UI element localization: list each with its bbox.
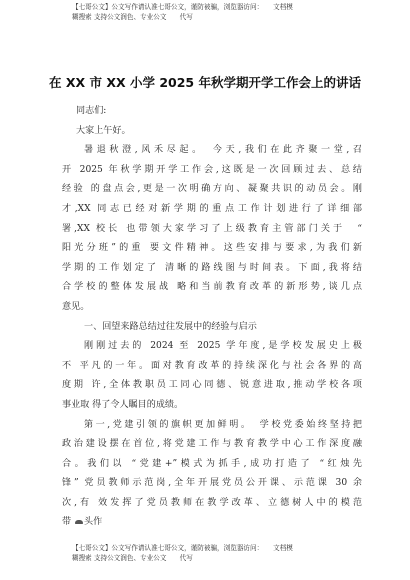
paragraph-line: 才,XX 同志已经对新学期的重点工作计划进行了详细部 bbox=[62, 203, 362, 214]
salutation: 同志们: bbox=[76, 106, 107, 116]
document-title: 在 XX 市 XX 小学 2025 年秋学期开学工作会上的讲话 bbox=[49, 75, 361, 90]
paragraph-line: 合。我们以 “党建+”模式为抓手,成功打造了 “红烛先 bbox=[62, 458, 362, 469]
paragraph-line bbox=[62, 513, 362, 533]
cloud-icon bbox=[75, 520, 83, 524]
footer-line-1: 【七哥公文】公文写作请认准七哥公文，谨防被骗，浏览器访问： 文档模 bbox=[72, 544, 293, 552]
page-footer bbox=[72, 543, 372, 563]
document-body bbox=[62, 102, 362, 533]
paragraph-line: 第一,党建引领的旗帜更加鲜明。 学校党委始终坚持把 bbox=[84, 419, 362, 430]
paragraph-line: 锋” 党员教师示范岗,全年开展党员公开课、示范课 30 余 bbox=[62, 478, 362, 489]
greeting: 大家上午好。 bbox=[76, 125, 131, 136]
paragraph-line: 学期的工作划定了 清晰的路线图与时间表。下面,我将结 bbox=[62, 262, 362, 273]
paragraph-line: 经验 的盘点会,更是一次明确方向、凝聚共识的动员会。刚 bbox=[62, 184, 362, 195]
header-line-2: 糊搜索 支持公文润色、专业公文 代写 bbox=[72, 13, 193, 21]
paragraph-line: 意见。 bbox=[62, 301, 90, 312]
paragraph-line: 度期 许,全体教职员工同心同德、锐意进取,推动学校各项 bbox=[62, 380, 362, 391]
paragraph-fragment: 头作 bbox=[84, 517, 103, 528]
header-line-1: 【七哥公文】公文写作请认准七哥公文，谨防被骗，浏览器访问： 文档模 bbox=[72, 3, 293, 11]
paragraph-line: 开 2025 年秋学期开学工作会,这既是一次回顾过去、总结 bbox=[62, 164, 362, 175]
page-header bbox=[72, 2, 372, 22]
paragraph-line: 事业取 得了令人瞩目的成绩。 bbox=[62, 399, 184, 410]
paragraph-line: 合学校的整体发展战 略和当前教育改革的新形势,谈几点 bbox=[62, 282, 362, 293]
paragraph-line: 阳光分班”的重 要文件精神。这些安排与要求,为我们新 bbox=[62, 243, 362, 254]
footer-line-2: 糊搜索 支持公文润色、专业公文 代写 bbox=[72, 554, 193, 562]
paragraph-fragment: 带 bbox=[62, 517, 72, 528]
paragraph-line: 不 平凡的一年。面对教育改革的持续深化与社会各界的高 bbox=[62, 360, 362, 371]
paragraph-line: 暑退秋澄,风禾尽起。 今天,我们在此齐聚一堂,召 bbox=[84, 145, 362, 156]
paragraph-line: 刚刚过去的 2024 至 2025 学年度,是学校发展史上极 bbox=[84, 341, 362, 352]
paragraph-line: 政治建设摆在首位,将党建工作与教育教学中心工作深度融 bbox=[62, 439, 362, 450]
paragraph-line: 署,XX 校长 也带领大家学习了上级教育主管部门关于 “ bbox=[62, 223, 362, 234]
paragraph-line: 次,有 效发挥了党员教师在教学改革、立德树人中的模范 bbox=[62, 497, 362, 508]
section-heading: 一、回望来路总结过往发展中的经验与启示 bbox=[84, 321, 257, 332]
